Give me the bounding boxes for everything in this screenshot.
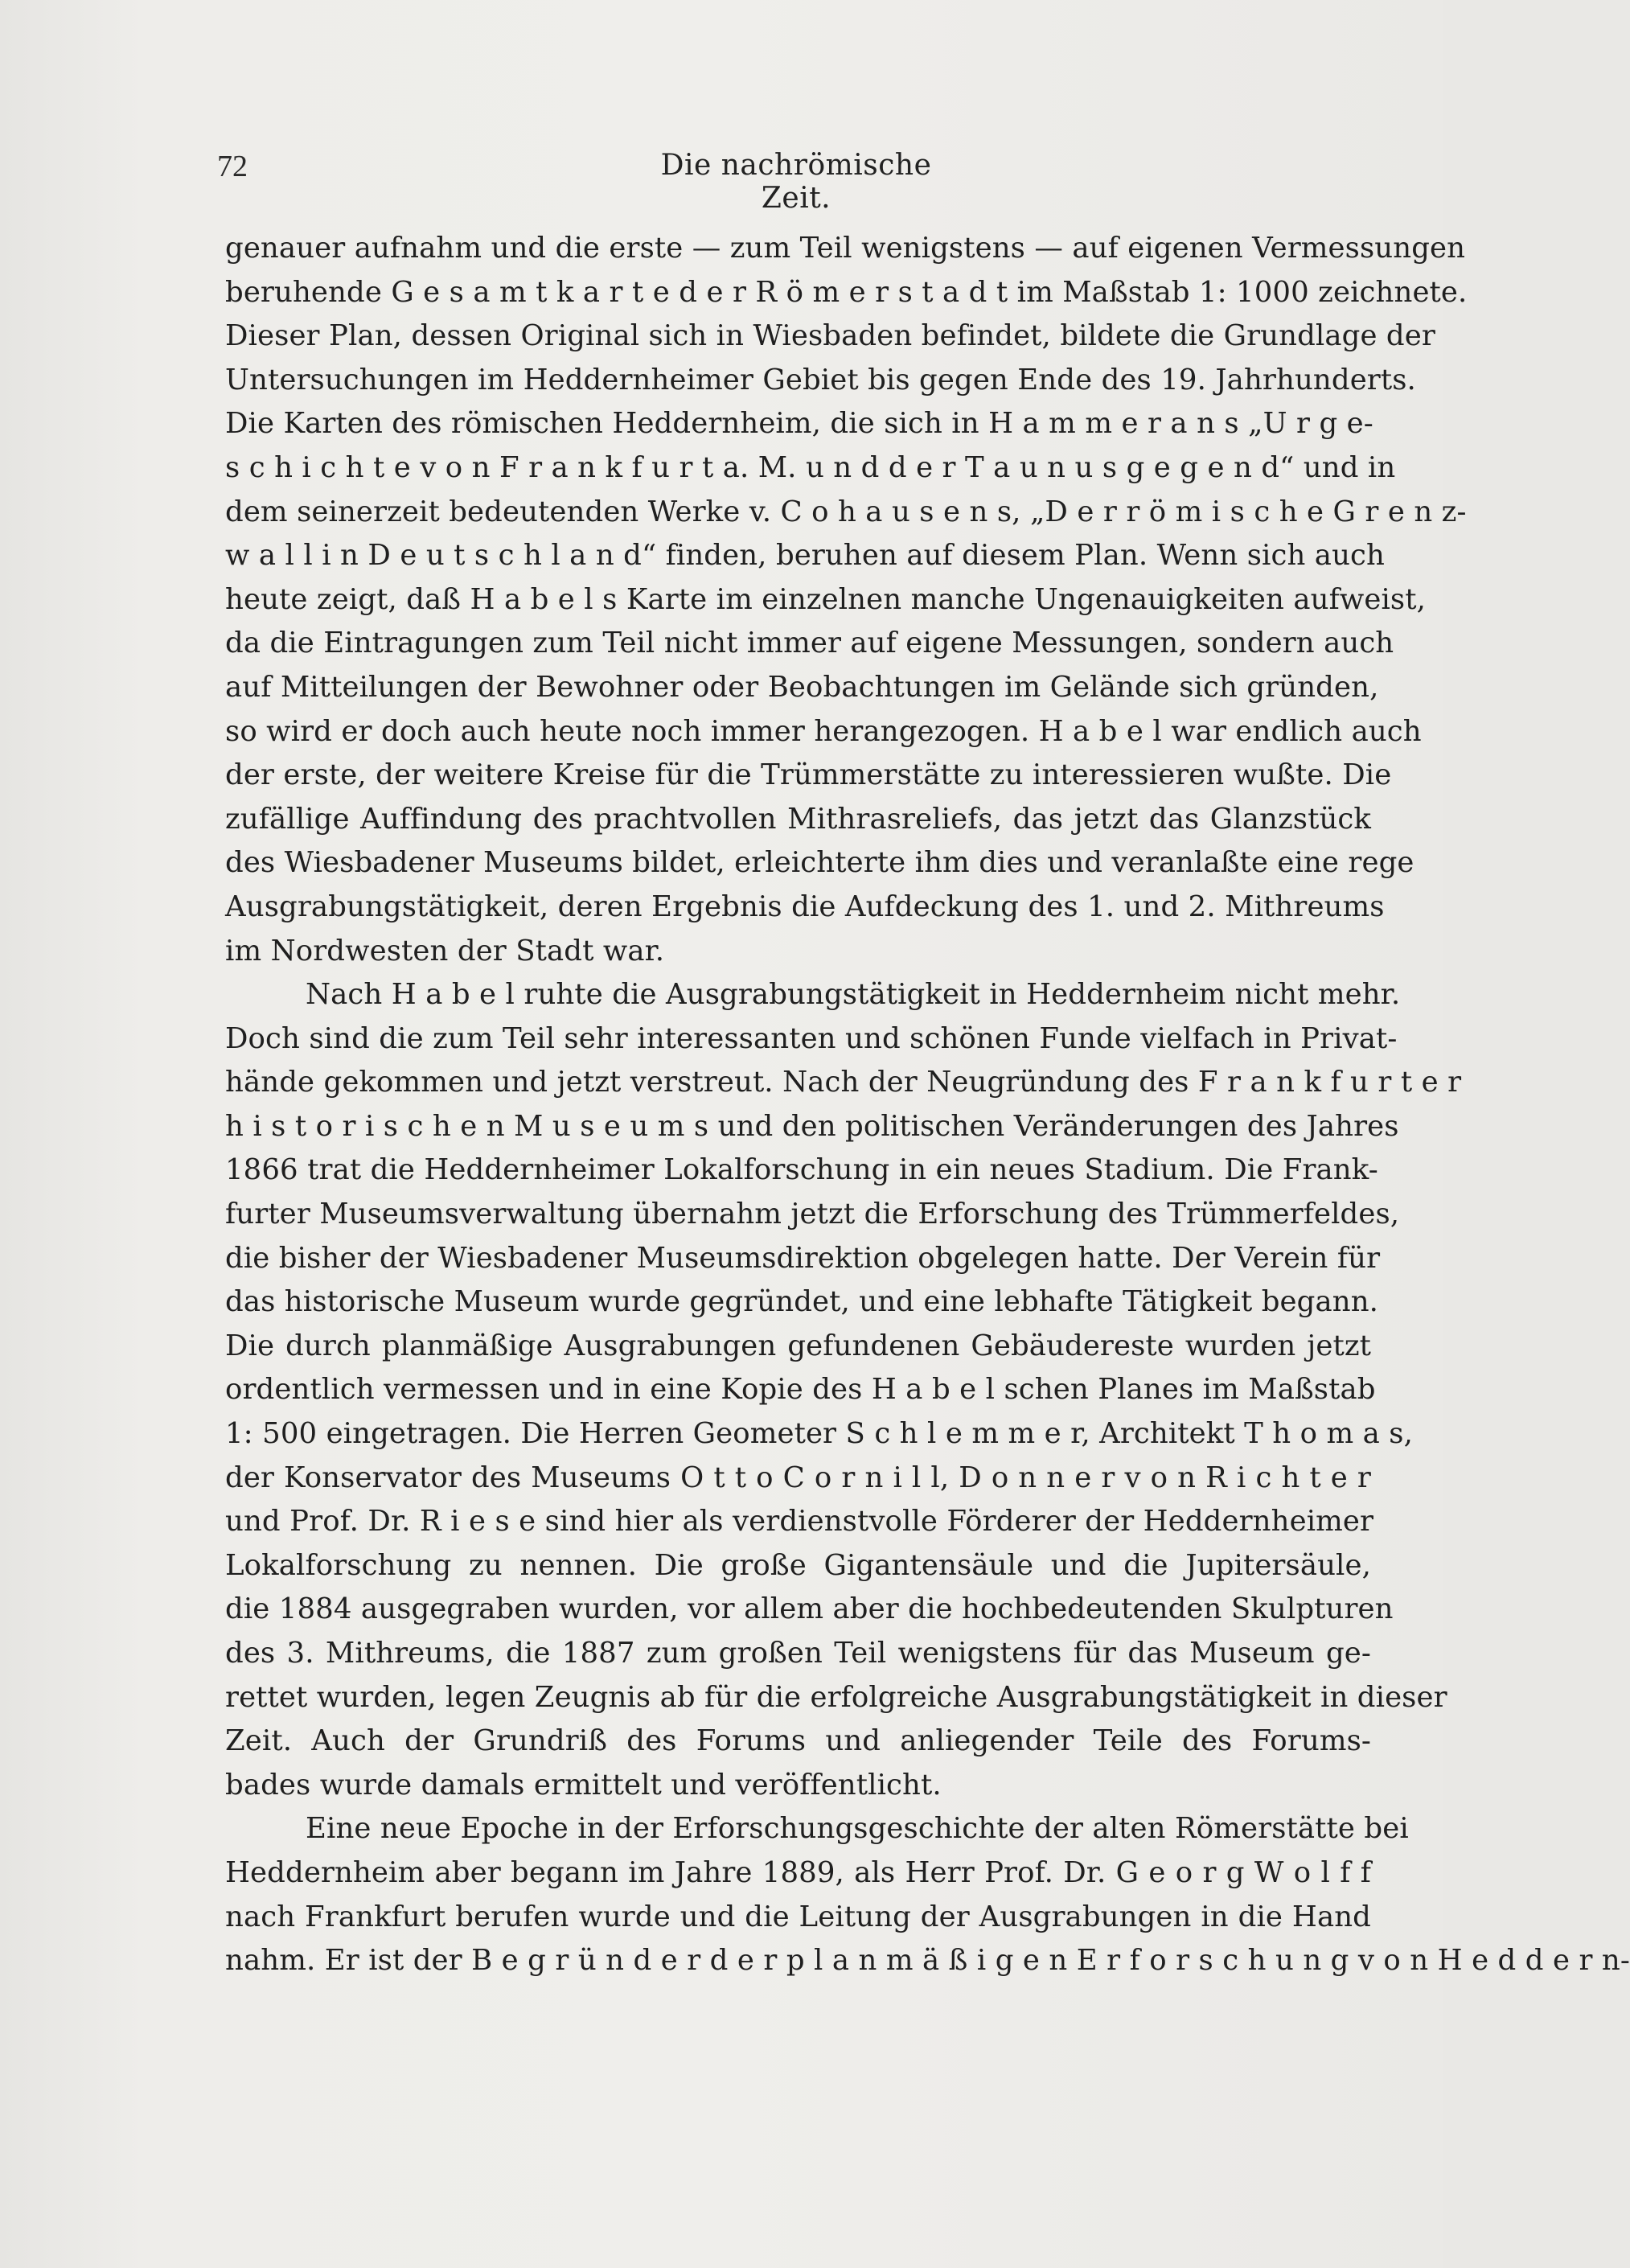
text-line: Nach H a b e l ruhte die Ausgrabungstätigkeit in Heddernheim nicht mehr. — [306, 978, 1401, 1012]
text-line: furter Museumsverwaltung übernahm jetzt die Erforschung des Trümmerfeldes, — [225, 1198, 1400, 1231]
text-line: der Konservator des Museums O t t o C o r n i l l, D o n n e r v o n R i c h t e r — [225, 1461, 1371, 1494]
text-line: Untersuchungen im Heddernheimer Gebiet bis gegen Ende des 19. Jahrhunderts. — [225, 363, 1416, 396]
text-line: Ausgrabungstätigkeit, deren Ergebnis die Aufdeckung des 1. und 2. Mithreums — [225, 890, 1385, 923]
text-line: Doch sind die zum Teil sehr interessanten und schönen Funde vielfach in Privat- — [225, 1021, 1398, 1055]
text-line: das historische Museum wurde gegründet, und eine lebhafte Tätigkeit begann. — [225, 1285, 1379, 1319]
text-line: Zeit. Auch der Grundriß des Forums und anliegender Teile des Forums- — [225, 1724, 1371, 1758]
text-line: Heddernheim aber begann im Jahre 1889, als Herr Prof. Dr. G e o r g W o l f f — [225, 1855, 1371, 1889]
text-line: 1: 500 eingetragen. Die Herren Geometer S c h l e m m e r, Architekt T h o m a s, — [225, 1417, 1413, 1451]
text-line: zufällige Auffindung des prachtvollen Mithrasreliefs, das jetzt das Glanzstück — [225, 802, 1371, 836]
text-line: h i s t o r i s c h e n M u s e u m s und den politischen Veränderungen des Jahres — [225, 1109, 1399, 1143]
text-line: des 3. Mithreums, die 1887 zum großen Teil wenigstens für das Museum ge- — [225, 1637, 1371, 1670]
text-line: bades wurde damals ermittelt und veröffentlicht. — [225, 1768, 942, 1802]
text-line: die 1884 ausgegraben wurden, vor allem aber die hochbedeutenden Skulpturen — [225, 1592, 1394, 1626]
page-number: 72 — [217, 150, 248, 183]
text-line: der erste, der weitere Kreise für die Trümmerstätte zu interessieren wußte. Die — [225, 758, 1392, 792]
text-line: Die Karten des römischen Heddernheim, die sich in H a m m e r a n s „U r g e- — [225, 407, 1373, 441]
text-line: genauer aufnahm und die erste — zum Teil wenigstens — auf eigenen Vermessungen — [225, 232, 1466, 265]
text-line: w a l l i n D e u t s c h l a n d“ finden, beruhen auf diesem Plan. Wenn sich auch — [225, 539, 1385, 573]
text-line: Lokalforschung zu nennen. Die große Gigantensäule und die Jupitersäule, — [225, 1548, 1371, 1582]
text-line: und Prof. Dr. R i e s e sind hier als verdienstvolle Förderer der Heddernheimer — [225, 1505, 1374, 1539]
text-line: da die Eintragungen zum Teil nicht immer auf eigene Messungen, sondern auch — [225, 627, 1394, 660]
text-line: heute zeigt, daß H a b e l s Karte im einzelnen manche Ungenauigkeiten aufweist, — [225, 582, 1426, 616]
text-line: Eine neue Epoche in der Erforschungsgeschichte der alten Römerstätte bei — [306, 1812, 1409, 1846]
text-line: ordentlich vermessen und in eine Kopie des H a b e l schen Planes im Maßstab — [225, 1373, 1376, 1407]
body-text — [225, 227, 1630, 1983]
text-line: die bisher der Wiesbadener Museumsdirektion obgelegen hatte. Der Verein für — [225, 1241, 1381, 1275]
text-line: s c h i c h t e v o n F r a n k f u r t a. M. u n d d e r T a u n u s g e g e n d“ und in — [225, 450, 1396, 484]
text-line: im Nordwesten der Stadt war. — [225, 934, 665, 968]
page-header — [217, 149, 1371, 215]
text-line: Die durch planmäßige Ausgrabungen gefundenen Gebäudereste wurden jetzt — [225, 1329, 1371, 1362]
text-line: beruhende G e s a m t k a r t e d e r R ö m e r s t a d t im Maßstab 1: 1000 zeichnete. — [225, 275, 1468, 309]
text-line: auf Mitteilungen der Bewohner oder Beobachtungen im Gelände sich gründen, — [225, 670, 1379, 704]
text-line: so wird er doch auch heute noch immer herangezogen. H a b e l war endlich auch — [225, 714, 1422, 748]
text-line: hände gekommen und jetzt verstreut. Nach der Neugründung des F r a n k f u r t e r — [225, 1066, 1462, 1099]
text-line: rettet wurden, legen Zeugnis ab für die erfolgreiche Ausgrabungstätigkeit in dieser — [225, 1680, 1447, 1714]
text-line: Dieser Plan, dessen Original sich in Wiesbaden befindet, bildete die Grundlage der — [225, 319, 1435, 353]
text-line: des Wiesbadener Museums bildet, erleichterte ihm dies und veranlaßte eine rege — [225, 846, 1414, 880]
text-line: nach Frankfurt berufen wurde und die Leitung der Ausgrabungen in die Hand — [225, 1900, 1371, 1933]
running-title: Die nachrömische Zeit. — [660, 149, 932, 215]
text-line: 1866 trat die Heddernheimer Lokalforschung in ein neues Stadium. Die Frank- — [225, 1153, 1378, 1187]
text-line: dem seinerzeit bedeutenden Werke v. C o h a u s e n s, „D e r r ö m i s c h e G r e n z- — [225, 495, 1467, 528]
text-line: nahm. Er ist der B e g r ü n d e r d e r p l a n m ä ß i g e n E r f o r s c h u n g v o n H e d d e r n- — [225, 1944, 1630, 1978]
